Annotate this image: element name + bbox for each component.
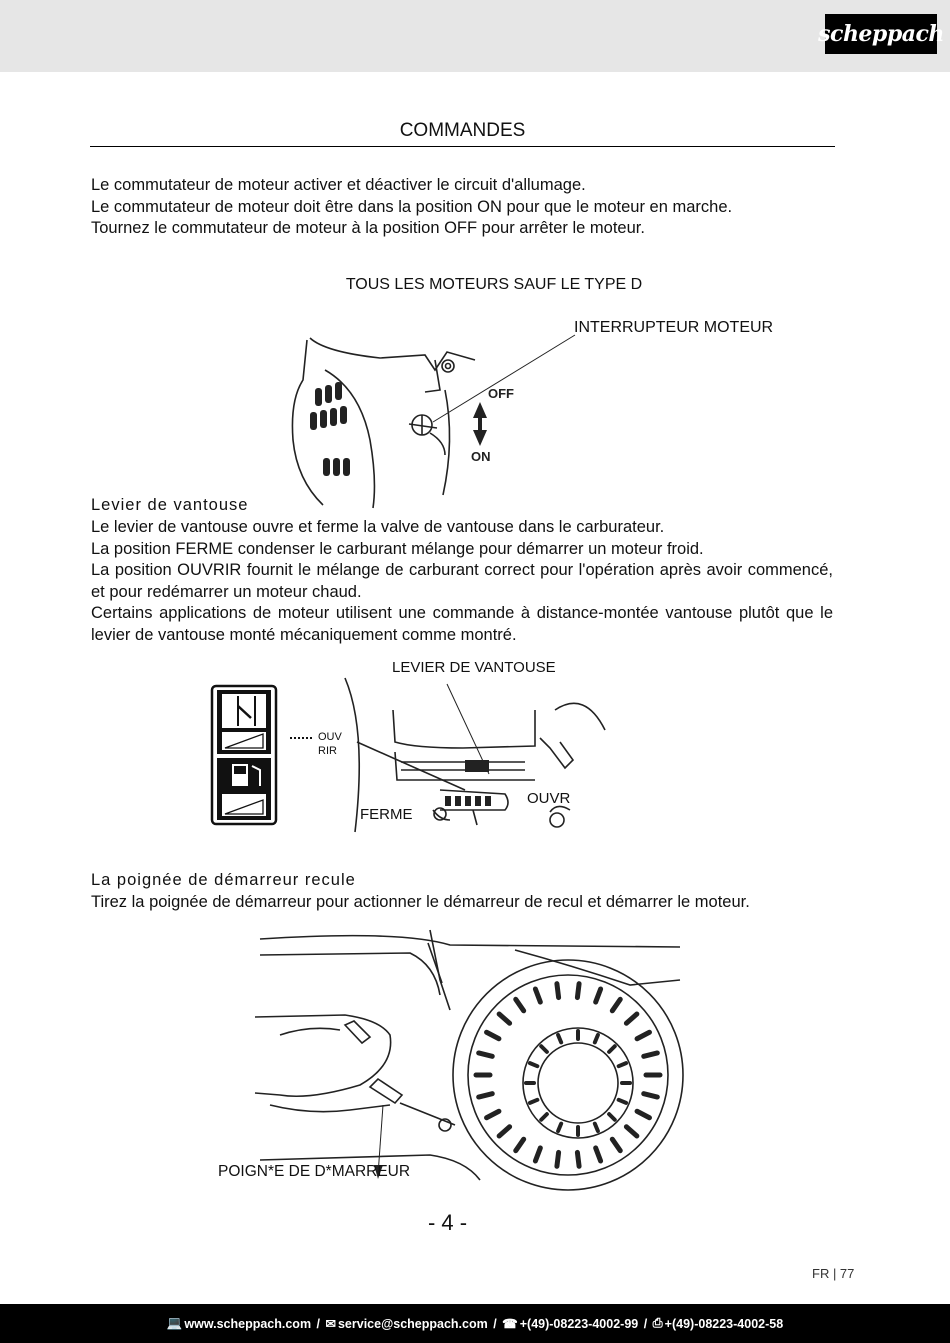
email-link[interactable]: service@scheppach.com — [337, 1316, 488, 1331]
on-label: ON — [471, 449, 491, 464]
vent-slot — [541, 1114, 547, 1120]
vent-slot — [535, 989, 540, 1002]
off-label: OFF — [488, 386, 514, 401]
vent-slot — [516, 1139, 524, 1151]
choke-heading: Levier de vantouse — [91, 496, 249, 514]
vent-slot — [637, 1032, 649, 1039]
vent-slot — [541, 1046, 547, 1052]
vent-slot — [530, 1100, 537, 1103]
section-title: COMMANDES — [399, 120, 526, 141]
vent-slot — [596, 1148, 601, 1161]
vent-slot — [577, 1152, 579, 1166]
vent-slot — [609, 1046, 615, 1052]
vent-slot — [626, 1014, 636, 1023]
vent-slot — [644, 1094, 658, 1097]
choke-line: Certains applications de moteur utilisent une commande à distance-montée vantouse plutôt que le levier de vantouse monté mécaniquement comme montré. — [91, 604, 833, 644]
choke-line: La position FERME condenser le carburant mélange pour démarrer un moteur froid. — [91, 539, 704, 558]
header-bar — [0, 0, 950, 72]
vent-slot — [619, 1100, 626, 1103]
vent-slot — [558, 1124, 561, 1131]
vent-slot — [479, 1053, 493, 1056]
ferme-label: FERME — [360, 806, 413, 823]
computer-icon: 💻 — [166, 1316, 183, 1330]
vent-slot — [530, 1063, 537, 1066]
vent-slot — [626, 1127, 636, 1136]
vent-slot — [499, 1014, 509, 1023]
ouvr-label: OUVR — [527, 790, 571, 807]
email-icon: ✉ — [325, 1317, 336, 1331]
phone-number: +(49)-08223-4002-99 — [519, 1316, 639, 1331]
vent-slot — [612, 1139, 620, 1151]
choke-symbol-panel — [212, 686, 276, 824]
intro-line: Tournez le commutateur de moteur à la position OFF pour arrêter le moteur. — [91, 219, 645, 237]
fax-number: +(49)-08223-4002-58 — [664, 1316, 784, 1331]
choke-line: Le levier de vantouse ouvre et ferme la valve de vantouse dans le carburateur. — [91, 518, 665, 536]
vent-slot — [487, 1032, 499, 1039]
language-page-indicator: FR | 77 — [812, 1266, 855, 1281]
ouvrir-small-label: OUV — [318, 731, 342, 743]
vent-slot — [557, 984, 559, 998]
choke-lever-illustration — [205, 670, 610, 835]
choke-line: La position OUVRIR fournit le mélange de carburant correct pour l'opération après avoir commencé, et pour redémarrer un moteur chaud. — [91, 561, 833, 601]
vent-slot — [612, 999, 620, 1011]
vent-slot — [535, 1148, 540, 1161]
website-link[interactable]: www.scheppach.com — [184, 1316, 312, 1331]
vent-slot — [487, 1111, 499, 1118]
choke-lever-label: LEVIER DE VANTOUSE — [392, 659, 556, 676]
engine-switch-illustration — [285, 330, 585, 510]
starter-heading: La poignée de démarreur recule — [91, 871, 356, 889]
vent-slot — [595, 1124, 598, 1131]
vent-slot — [637, 1111, 649, 1118]
phone-icon: ☎ — [502, 1317, 518, 1331]
contact-footer: 💻 www.scheppach.com / ✉ service@scheppach.com / ☎ +(49)-08223-4002-99 / ⎙ +(49)-08223-4002-58 — [0, 1304, 950, 1343]
engine-switch-label: INTERRUPTEUR MOTEUR — [574, 319, 774, 336]
vent-slot — [516, 999, 524, 1011]
vent-slot — [479, 1094, 493, 1097]
vent-slot — [557, 1152, 559, 1166]
vent-slot — [499, 1127, 509, 1136]
vent-slot — [596, 989, 601, 1002]
fax-icon: ⎙ — [652, 1316, 663, 1330]
vent-slot — [595, 1035, 598, 1042]
starter-paragraph: Tirez la poignée de démarreur pour actionner le démarreur de recul et démarrer le moteur. — [91, 893, 750, 911]
choke-paragraph — [91, 517, 833, 646]
starter-handle-label: POIGN*E DE D*MARREUR — [218, 1163, 411, 1180]
vent-slot — [619, 1063, 626, 1066]
intro-line: Le commutateur de moteur doit être dans la position ON pour que le moteur en marche. — [91, 197, 733, 216]
vent-slot — [577, 984, 579, 998]
recoil-starter-illustration — [250, 925, 695, 1195]
vent-slot — [558, 1035, 561, 1042]
vent-slot — [644, 1053, 658, 1056]
title-divider — [90, 146, 835, 147]
scheppach-logo: scheppach — [825, 14, 937, 54]
vent-slot — [609, 1114, 615, 1120]
figure1-caption: TOUS LES MOTEURS SAUF LE TYPE D — [345, 276, 643, 293]
ouvrir-small-label-cont: RIR — [318, 745, 337, 757]
page-number: - 4 - — [427, 1210, 468, 1235]
intro-paragraph — [91, 175, 833, 240]
intro-line: Le commutateur de moteur activer et déactiver le circuit d'allumage. — [91, 176, 586, 194]
